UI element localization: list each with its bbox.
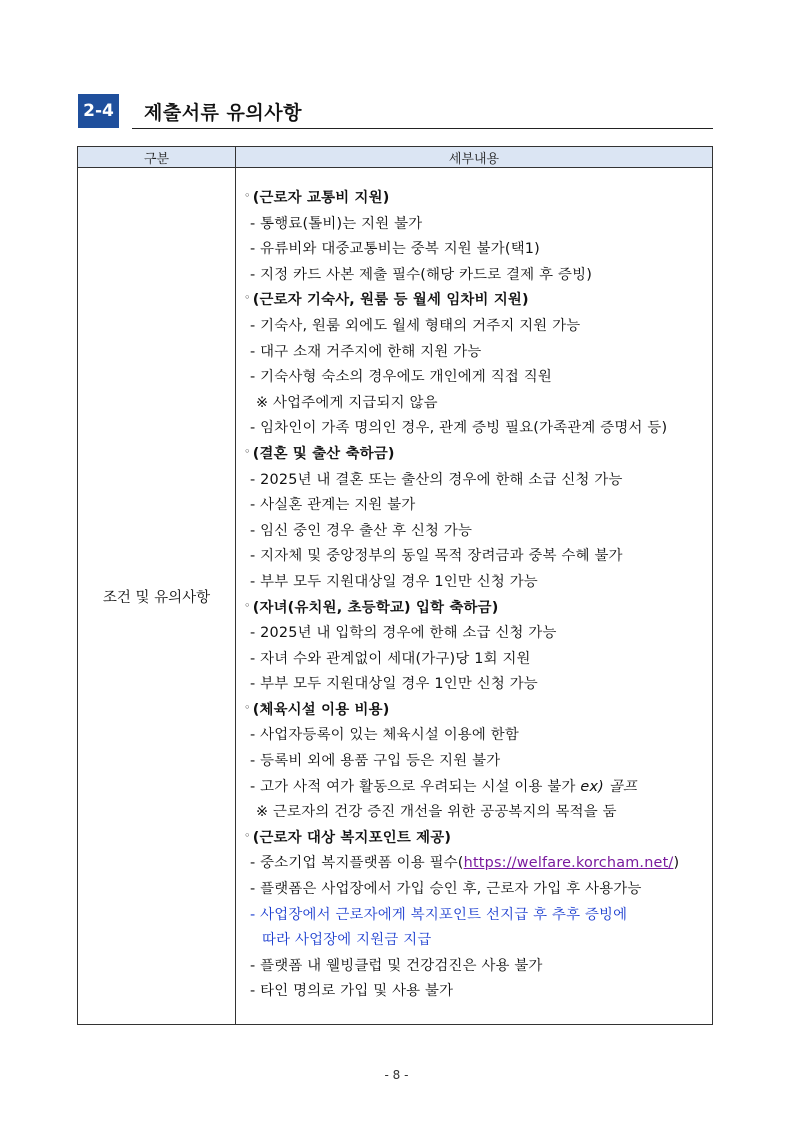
conditions-table xyxy=(77,146,713,1025)
item-text: - 플랫폼 내 웰빙클럽 및 건강검진은 사용 불가 xyxy=(250,957,543,974)
item-text: - 부부 모두 지원대상일 경우 1인만 신청 가능 xyxy=(250,573,538,590)
item-text: - 대구 소재 거주지에 한해 지원 가능 xyxy=(250,343,482,360)
list-item xyxy=(236,723,712,749)
item-text: - 임차인이 가족 명의인 경우, 관계 증빙 필요(가족관계 증명서 등) xyxy=(250,420,668,437)
section-heading-line xyxy=(236,288,712,314)
header-details: 세부내용 xyxy=(448,151,500,167)
table-header-row xyxy=(78,147,712,168)
bullet-circle: ◦ xyxy=(244,598,251,612)
item-text: - 고가 사적 여가 활동으로 우려되는 시설 이용 불가 xyxy=(250,778,581,795)
item-text-after: ) xyxy=(673,855,680,872)
bullet-circle: ◦ xyxy=(244,291,251,305)
item-text: - 사실혼 관계는 지원 불가 xyxy=(250,497,416,514)
list-item xyxy=(236,903,712,929)
section-heading-line xyxy=(236,826,712,852)
list-item xyxy=(236,979,712,1005)
heading-text: (체육시설 이용 비용) xyxy=(252,701,390,718)
list-item xyxy=(236,621,712,647)
section-header xyxy=(78,94,713,130)
bullet-circle: ◦ xyxy=(244,828,251,842)
section-title: 제출서류 유의사항 xyxy=(144,102,302,124)
item-text: - 유류비와 대중교통비는 중복 지원 불가(택1) xyxy=(250,241,540,258)
section-underline xyxy=(132,128,713,129)
list-item xyxy=(236,877,712,903)
list-item xyxy=(236,263,712,289)
list-item xyxy=(236,365,712,391)
list-item xyxy=(236,570,712,596)
item-text: - 임신 중인 경우 출산 후 신청 가능 xyxy=(250,522,473,539)
item-text: - 등록비 외에 용품 구입 등은 지원 불가 xyxy=(250,753,501,770)
details-cell xyxy=(236,168,712,1024)
list-item xyxy=(236,468,712,494)
list-item xyxy=(236,493,712,519)
list-item xyxy=(236,519,712,545)
item-text: - 기숙사형 숙소의 경우에도 개인에게 직접 직원 xyxy=(250,369,552,386)
item-text: - 지정 카드 사본 제출 필수(해당 카드로 결제 후 증빙) xyxy=(250,266,593,283)
list-item-continuation xyxy=(236,928,712,954)
note-line xyxy=(236,391,712,417)
item-text: - 중소기업 복지플랫폼 이용 필수( xyxy=(250,855,464,872)
heading-text: (결혼 및 출산 축하금) xyxy=(252,445,395,462)
list-item xyxy=(236,775,712,801)
list-item xyxy=(236,544,712,570)
heading-text: (근로자 기숙사, 원룸 등 월세 임차비 지원) xyxy=(252,292,529,309)
bullet-circle: ◦ xyxy=(244,444,251,458)
section-number-badge: 2-4 xyxy=(78,94,119,128)
item-text: - 2025년 내 입학의 경우에 한해 소급 신청 가능 xyxy=(250,625,557,642)
list-item xyxy=(236,954,712,980)
list-item xyxy=(236,749,712,775)
item-text: 따라 사업장에 지원금 지급 xyxy=(262,932,432,949)
item-text: - 사업장에서 근로자에게 복지포인트 선지급 후 추후 증빙에 xyxy=(250,906,628,923)
item-text: - 자녀 수와 관계없이 세대(가구)당 1회 지원 xyxy=(250,650,531,667)
item-text: - 통행료(톨비)는 지원 불가 xyxy=(250,215,423,232)
page-number: - 8 - xyxy=(384,1068,409,1082)
list-item xyxy=(236,416,712,442)
item-text: - 사업자등록이 있는 체육시설 이용에 한함 xyxy=(250,727,519,744)
section-heading-line xyxy=(236,596,712,622)
list-item xyxy=(236,212,712,238)
list-item xyxy=(236,851,712,877)
section-heading-line xyxy=(236,186,712,212)
item-text: - 지자체 및 중앙정부의 동일 목적 장려금과 중복 수혜 불가 xyxy=(250,548,623,565)
bullet-circle: ◦ xyxy=(244,189,251,202)
welfare-platform-link[interactable]: https://welfare.korcham.net/ xyxy=(463,855,674,872)
note-text: ※ 사업주에게 지급되지 않음 xyxy=(256,394,438,411)
example-text: ex) 골프 xyxy=(580,778,637,795)
item-text: - 플랫폼은 사업장에서 가입 승인 후, 근로자 가입 후 사용가능 xyxy=(250,881,642,898)
table-body-row xyxy=(78,168,712,1024)
header-category: 구분 xyxy=(78,147,236,167)
list-item xyxy=(236,647,712,673)
heading-text: (근로자 대상 복지포인트 제공) xyxy=(252,829,452,846)
heading-text: (근로자 교통비 지원) xyxy=(252,190,390,206)
heading-text: (자녀(유치원, 초등학교) 입학 축하금) xyxy=(252,599,499,616)
list-item xyxy=(236,314,712,340)
item-text: - 2025년 내 결혼 또는 출산의 경우에 한해 소급 신청 가능 xyxy=(250,471,623,488)
category-cell: 조건 및 유의사항 xyxy=(78,168,236,1024)
item-text: - 기숙사, 원룸 외에도 월세 형태의 거주지 지원 가능 xyxy=(250,317,581,334)
note-text: ※ 근로자의 건강 증진 개선을 위한 공공복지의 목적을 둠 xyxy=(256,804,617,821)
list-item xyxy=(236,340,712,366)
list-item xyxy=(236,672,712,698)
section-heading-line xyxy=(236,698,712,724)
note-line xyxy=(236,800,712,826)
bullet-circle: ◦ xyxy=(244,700,251,714)
list-item xyxy=(236,237,712,263)
item-text: - 부부 모두 지원대상일 경우 1인만 신청 가능 xyxy=(250,676,538,693)
item-text: - 타인 명의로 가입 및 사용 불가 xyxy=(250,983,454,1000)
section-heading-line xyxy=(236,442,712,468)
